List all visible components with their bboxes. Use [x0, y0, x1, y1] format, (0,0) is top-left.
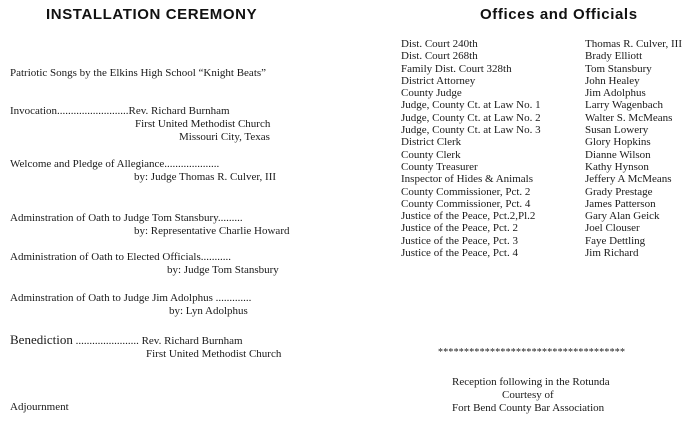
official-name: Kathy Hynson	[585, 160, 649, 173]
office-name: Judge, County Ct. at Law No. 1	[401, 99, 541, 112]
welcome-by: by: Judge Thomas R. Culver, III	[134, 171, 277, 183]
office-name: Family Dist. Court 328th	[401, 62, 512, 75]
official-name: Jim Adolphus	[585, 87, 646, 100]
welcome-line: Welcome and Pledge of Allegiance....................	[10, 158, 220, 170]
adjournment: Adjournment	[10, 401, 69, 413]
official-name: Gary Alan Geick	[585, 210, 660, 223]
official-name: Joel Clouser	[585, 222, 640, 235]
benediction-line	[10, 333, 243, 348]
benediction-label: Benediction	[10, 332, 73, 347]
office-name: Justice of the Peace, Pct. 4	[401, 247, 518, 260]
ceremony-heading: INSTALLATION CEREMONY	[46, 6, 258, 23]
oath-stansbury-by: by: Representative Charlie Howard	[134, 225, 290, 237]
official-name: Larry Wagenbach	[585, 99, 664, 112]
official-name: Susan Lowery	[585, 124, 649, 137]
office-name: Justice of the Peace, Pct.2,Pl.2	[401, 210, 536, 223]
oath-adolphus-by: by: Lyn Adolphus	[169, 305, 248, 317]
official-name: Glory Hopkins	[585, 136, 651, 149]
official-name: Jim Richard	[585, 247, 639, 260]
official-name: Brady Elliott	[585, 50, 643, 63]
benediction-minister: ....................... Rev. Richard Burnham	[72, 335, 243, 347]
invocation-line: Invocation..........................Rev. Richard Burnham	[10, 105, 230, 117]
reception-bar-association: Fort Bend County Bar Association	[452, 402, 605, 414]
oath-officials-line: Administration of Oath to Elected Officials...........	[10, 251, 231, 263]
office-name: Inspector of Hides & Animals	[401, 173, 533, 186]
official-name: Thomas R. Culver, III	[585, 38, 683, 50]
reception-courtesy: Courtesy of	[502, 389, 554, 401]
office-name: Dist. Court 268th	[401, 50, 478, 63]
oath-stansbury-line: Adminstration of Oath to Judge Tom Stansbury.........	[10, 212, 243, 224]
offices-heading: Offices and Officials	[480, 6, 638, 23]
invocation-city: Missouri City, Texas	[179, 131, 270, 143]
official-name: John Healey	[585, 74, 640, 87]
star-divider: ************************************	[438, 347, 626, 358]
oath-officials-by: by: Judge Tom Stansbury	[167, 264, 279, 276]
office-name: County Treasurer	[401, 160, 478, 173]
office-name: Dist. Court 240th	[401, 38, 478, 50]
official-name: Grady Prestage	[585, 185, 653, 198]
oath-adolphus-line: Adminstration of Oath to Judge Jim Adolphus .............	[10, 292, 252, 304]
official-name: James Patterson	[585, 197, 656, 210]
invocation-church: First United Methodist Church	[135, 118, 271, 130]
official-name: Walter S. McMeans	[585, 111, 673, 124]
office-name: Judge, County Ct. at Law No. 3	[401, 124, 541, 137]
office-name: District Attorney	[401, 74, 476, 87]
office-name: Justice of the Peace, Pct. 3	[401, 234, 518, 247]
official-name: Jeffery A McMeans	[585, 173, 672, 186]
official-name: Tom Stansbury	[585, 62, 652, 75]
office-name: County Judge	[401, 87, 462, 100]
benediction-church: First United Methodist Church	[146, 348, 282, 360]
office-name: Judge, County Ct. at Law No. 2	[401, 111, 541, 124]
office-name: County Commissioner, Pct. 2	[401, 185, 531, 198]
official-name: Dianne Wilson	[585, 148, 651, 161]
office-name: County Clerk	[401, 148, 461, 161]
official-name: Faye Dettling	[585, 234, 646, 247]
office-name: County Commissioner, Pct. 4	[401, 197, 531, 210]
patriotic-songs-line: Patriotic Songs by the Elkins High School “Knight Beats”	[10, 67, 267, 79]
office-list	[401, 38, 541, 259]
office-name: District Clerk	[401, 136, 462, 149]
official-list	[585, 38, 682, 259]
reception-line: Reception following in the Rotunda	[452, 376, 610, 388]
office-name: Justice of the Peace, Pct. 2	[401, 222, 518, 235]
